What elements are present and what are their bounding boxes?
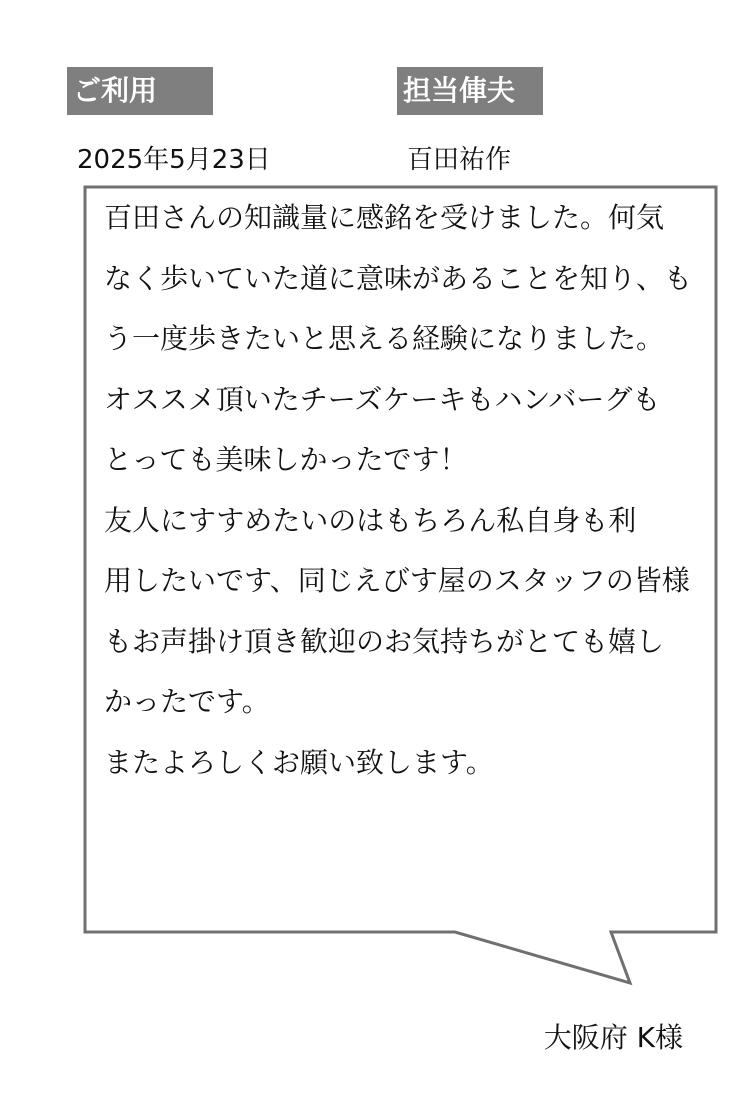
staff-name-value: 百田祐作 xyxy=(407,145,512,175)
usage-date-value: 2025年5月23日 xyxy=(77,145,271,175)
usage-date-label: ご利用 xyxy=(67,67,213,115)
comment-line: とっても美味しかったです！ xyxy=(104,443,468,476)
comment-line: 百田さんの知識量に感銘を受けました。何気 xyxy=(104,201,665,234)
staff-label: 担当俥夫 xyxy=(397,67,543,115)
comment-line: もお声掛け頂き歓迎のお気持ちがとても嬉し xyxy=(104,624,665,658)
comment-line: かったです。 xyxy=(104,685,270,718)
comment-line: 用したいです、同じえびす屋のスタッフの皆様 xyxy=(104,564,690,597)
customer-comment xyxy=(104,188,716,793)
comment-line: う一度歩きたいと思える経験になりました。 xyxy=(104,322,665,355)
customer-signature: 大阪府 K様 xyxy=(543,1021,683,1054)
comment-line: なく歩いていた道に意味があることを知り、も xyxy=(104,261,693,295)
comment-line: 友人にすすめたいのはもちろん私自身も利 xyxy=(104,503,637,537)
comment-line: またよろしくお願い致します。 xyxy=(104,745,494,779)
comment-line: オススメ頂いたチーズケーキもハンバーグも xyxy=(104,382,661,416)
